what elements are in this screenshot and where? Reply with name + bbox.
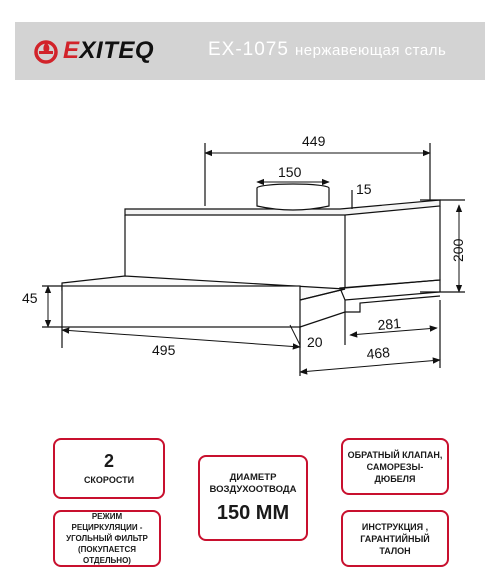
valve-card (341, 438, 449, 495)
duct-diameter-card (198, 455, 308, 541)
speeds-label: СКОРОСТИ (83, 475, 135, 485)
dim-label-200: 200 (450, 238, 466, 262)
dim-label-449: 449 (302, 133, 326, 149)
speeds-value: 2 (103, 451, 114, 471)
dim-label-150: 150 (278, 164, 302, 180)
duct-diameter-label: ДИАМЕТР ВОЗДУХООТВОДА (209, 471, 297, 495)
valve-text: ОБРАТНЫЙ КЛАПАН, САМОРЕЗЫ-ДЮБЕЛЯ (347, 449, 443, 484)
speeds-card (53, 438, 165, 499)
dim-line-495 (62, 330, 300, 347)
dim-label-20: 20 (307, 334, 323, 350)
duct-collar (257, 188, 329, 210)
dim-label-281: 281 (376, 315, 402, 333)
brand-name: EXITEQ (63, 37, 155, 64)
recirculation-card (53, 510, 161, 567)
dim-label-495: 495 (152, 342, 176, 358)
dim-line-20 (290, 325, 300, 345)
dim-label-468: 468 (365, 344, 391, 362)
front-panel (62, 286, 300, 327)
model-number: EX-1075 (208, 39, 289, 60)
dim-line-468 (300, 360, 440, 372)
manual-text: ИНСТРУКЦИЯ , ГАРАНТИЙНЫЙ ТАЛОН (360, 521, 430, 556)
hood-back-body (125, 206, 440, 288)
duct-diameter-value: 150 ММ (216, 501, 290, 524)
recirculation-text: РЕЖИМ РЕЦИРКУЛЯЦИИ - УГОЛЬНЫЙ ФИЛЬТР (ПОКУПАЕТСЯ ОТДЕЛЬНО) (66, 512, 148, 565)
dim-label-45: 45 (22, 290, 38, 306)
model-material: нержавеющая сталь (294, 42, 447, 59)
dim-label-15: 15 (356, 181, 372, 197)
manual-card (341, 510, 449, 567)
